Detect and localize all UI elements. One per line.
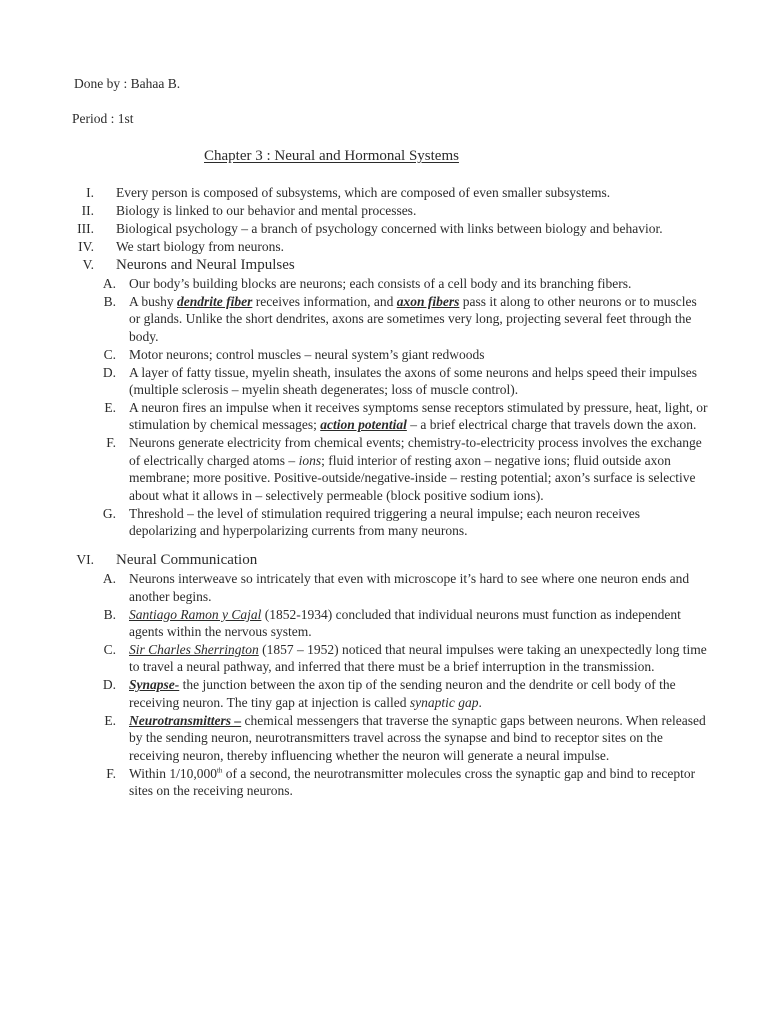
item-text: Neurons interweave so intricately that even with microscope it’s hard to see where one neuron ends and another begins.	[129, 571, 690, 604]
term-sherrington: Sir Charles Sherrington	[129, 642, 259, 658]
roman-numeral: II.	[81, 203, 94, 218]
roman-numeral: IV.	[78, 239, 94, 254]
item-text: Neurons generate electricity from chemical events; chemistry-to-electricity process involves the exchange of electrically charged atoms – ions; fluid interior of resting axon – negative ions; fluid outside axon membrane; more positive. Positive-outside/negative-inside – resting potential; axon’s surface is selective about what it allows in – selectively permeable (block positive sodium ions).	[129, 435, 702, 503]
item-letter: D.	[102, 677, 116, 693]
section-v-list	[60, 275, 710, 540]
superscript-th: th	[216, 766, 223, 775]
section-heading-neurons	[60, 256, 710, 274]
roman-item-text: We start biology from neurons.	[116, 239, 285, 254]
item-text: Motor neurons; control muscles – neural system’s giant redwoods	[129, 346, 485, 362]
item-letter: C.	[103, 346, 116, 362]
item-letter: B.	[103, 293, 116, 309]
item-text: A neuron fires an impulse when it receives symptoms sense receptors stimulated by pressure, heat, light, or stimulation by chemical messages; action potential – a brief electrical charge that travels down the axon.	[129, 400, 708, 433]
list-item	[60, 606, 710, 641]
list-item	[60, 641, 710, 676]
item-text: Neurotransmitters – chemical messengers that traverse the synaptic gaps between neurons. When released by the sending neuron, neurotransmitters travel across the synapse and bind to receptor sites on the receiving neuron, thereby influencing whether the neuron will generate a neural impulse.	[129, 712, 706, 763]
section-title: Neural Communication	[116, 552, 258, 569]
period-line: Period : 1st	[72, 111, 134, 126]
section-title: Neurons and Neural Impulses	[116, 257, 295, 273]
list-item	[60, 765, 710, 800]
item-text: Sir Charles Sherrington (1857 – 1952) noticed that neural impulses were taking an unexpectedly long time to travel a neural pathway, and inferred that there must be a brief interruption in the transmission.	[129, 642, 707, 675]
item-letter: D.	[102, 364, 116, 380]
item-letter: E.	[104, 712, 116, 728]
section-numeral: VI.	[76, 552, 94, 568]
list-item	[60, 364, 710, 399]
section-vi-list	[60, 570, 710, 799]
roman-item-text: Biology is linked to our behavior and mental processes.	[116, 203, 417, 218]
item-letter: A.	[102, 571, 116, 587]
section-numeral: V.	[82, 257, 94, 272]
list-item	[60, 275, 710, 292]
roman-item	[60, 184, 710, 201]
roman-item	[60, 202, 710, 219]
item-letter: G.	[102, 505, 116, 521]
term-ions: ions	[298, 452, 322, 468]
item-letter: E.	[104, 400, 116, 416]
roman-item	[60, 238, 710, 255]
item-letter: F.	[106, 435, 116, 451]
outline	[60, 184, 710, 800]
term-synaptic-gap: synaptic gap	[409, 694, 479, 710]
roman-item-text: Biological psychology – a branch of psychology concerned with links between biology and behavior.	[116, 221, 663, 236]
item-letter: C.	[103, 642, 116, 658]
item-text: Within 1/10,000th of a second, the neurotransmitter molecules cross the synaptic gap and bind to receptor sites on the receiving neurons.	[129, 765, 696, 799]
list-item	[60, 676, 710, 711]
list-item	[60, 505, 710, 540]
roman-numeral: III.	[77, 221, 94, 236]
item-letter: A.	[102, 275, 116, 291]
section-heading-communication	[60, 551, 710, 569]
item-text: Synapse- the junction between the axon tip of the sending neuron and the dendrite or cell body of the receiving neuron. The tiny gap at injection is called synaptic gap.	[129, 677, 676, 710]
term-synapse: Synapse-	[129, 677, 180, 693]
item-text: Santiago Ramon y Cajal (1852-1934) concluded that individual neurons must function as independent agents within the nervous system.	[129, 606, 681, 640]
roman-item-text: Every person is composed of subsystems, which are composed of even smaller subsystems.	[116, 185, 611, 200]
item-text: Threshold – the level of stimulation required triggering a neural impulse; each neuron receives depolarizing and hyperpolarizing currents from many neurons.	[129, 505, 640, 539]
list-item	[60, 293, 710, 345]
roman-item	[60, 220, 710, 237]
item-letter: F.	[106, 765, 116, 781]
done-by-line: Done by : Bahaa B.	[74, 76, 181, 91]
chapter-title: Chapter 3 : Neural and Hormonal Systems	[204, 148, 459, 164]
list-item	[60, 399, 710, 434]
list-item	[60, 346, 710, 363]
term-action-potential: action potential	[320, 417, 407, 433]
roman-numeral: I.	[86, 185, 94, 200]
item-text: A layer of fatty tissue, myelin sheath, insulates the axons of some neurons and helps speed their impulses (multiple sclerosis – myelin sheath degenerates; loss of muscle control).	[129, 364, 698, 398]
term-axon-fibers: axon fibers	[396, 293, 460, 309]
term-neurotransmitters: Neurotransmitters –	[129, 712, 242, 728]
list-item	[60, 570, 710, 605]
term-cajal: Santiago Ramon y Cajal	[129, 606, 262, 622]
item-letter: B.	[103, 606, 116, 622]
term-dendrite-fiber: dendrite fiber	[177, 293, 253, 309]
item-text: A bushy dendrite fiber receives information, and axon fibers pass it along to other neurons or to muscles or glands. Unlike the short dendrites, axons are sometimes very long, projecting several feet through the body.	[129, 293, 697, 344]
item-text: Our body’s building blocks are neurons; each consists of a cell body and its branching fibers.	[129, 275, 632, 291]
list-item	[60, 712, 710, 764]
list-item	[60, 434, 710, 504]
